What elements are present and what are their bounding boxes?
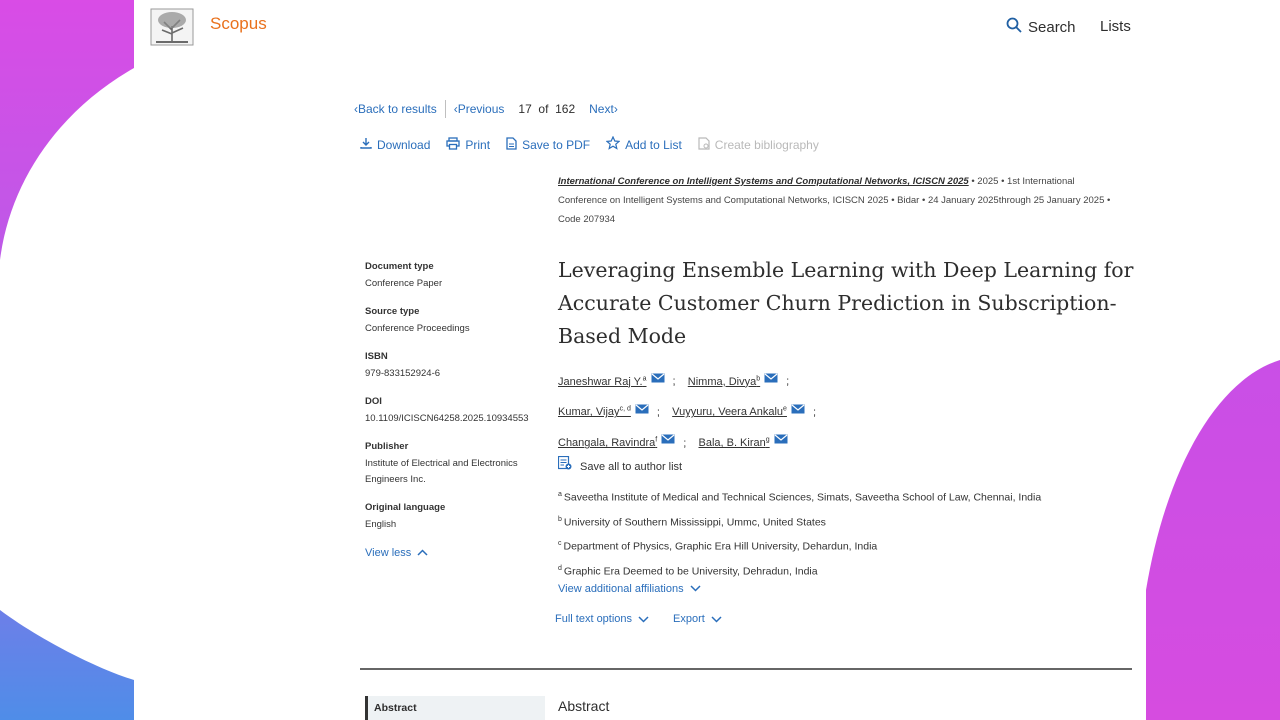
publisher-value: Institute of Electrical and Electronics Engineers Inc. [365, 458, 518, 485]
download-icon [360, 137, 372, 152]
star-icon [606, 136, 620, 153]
full-text-options-button[interactable]: Full text options [555, 613, 649, 625]
background-decoration-left [0, 0, 134, 720]
fulltext-export-bar [555, 613, 722, 625]
create-bibliography-button[interactable]: Create bibliography [698, 137, 819, 153]
envelope-icon[interactable] [635, 398, 649, 424]
result-counter: 17 of 162 [518, 102, 576, 116]
author-link[interactable]: Changala, Ravindra$^f$ [558, 436, 658, 450]
nav-search-link[interactable] [1006, 17, 1076, 37]
author-link[interactable]: Kumar, Vijay$^{c, d}$ [558, 405, 631, 419]
source-type-value: Conference Proceedings [365, 323, 470, 334]
add-to-list-button[interactable]: Add to List [606, 136, 682, 153]
section-divider [360, 668, 1132, 670]
affiliation-list [558, 484, 1138, 600]
affiliation-item: $^c$ Department of Physics, Graphic Era Hill University, Dehardun, India [558, 540, 878, 553]
author-link[interactable]: Vuyyuru, Veera Ankalu$^e$ [672, 405, 787, 419]
language-value: English [365, 519, 397, 530]
chevron-up-icon [417, 547, 428, 559]
search-icon [1006, 17, 1022, 37]
document-metadata [365, 261, 545, 559]
top-header [134, 0, 1146, 60]
search-label: Search [1028, 18, 1076, 36]
results-pager [354, 100, 618, 118]
author-row: Janeshwar Raj Y.$^a$ ; Nimma, Divya$^b$ ; [558, 366, 1138, 397]
envelope-icon[interactable] [791, 398, 805, 424]
envelope-icon[interactable] [661, 428, 675, 454]
author-link[interactable]: Janeshwar Raj Y.$^a$ [558, 375, 647, 388]
previous-link[interactable]: ‹Previous [453, 102, 505, 116]
source-details: • 2025 • 1st International Conference on Intelligent Systems and Computational Networks, ICISCN 2025 • Bidar • 24 January 2025through 25 January 2025 • Code 207934 [558, 176, 1111, 225]
view-less-button[interactable]: View less [365, 547, 545, 559]
author-row: Changala, Ravindra$^f$ ; Bala, B. Kiran$^g$ [558, 428, 1138, 459]
author-link[interactable]: Bala, B. Kiran$^g$ [698, 436, 770, 450]
language-label: Original language [365, 502, 446, 513]
chevron-down-icon [690, 578, 701, 600]
doc-type-value: Conference Paper [365, 278, 443, 289]
publisher-label: Publisher [365, 441, 409, 452]
export-button[interactable]: Export [673, 613, 722, 625]
document-title: Leveraging Ensemble Learning with Deep Learning for Accurate Customer Churn Prediction in Subscription-Based Mode [558, 258, 1134, 348]
chevron-down-icon [638, 616, 649, 623]
back-to-results-link[interactable]: ‹Back to results [354, 102, 437, 116]
isbn-label: ISBN [365, 351, 388, 362]
nav-lists-link[interactable]: Lists [1100, 18, 1131, 35]
doi-label: DOI [365, 396, 382, 407]
next-link[interactable]: Next› [589, 102, 618, 116]
envelope-icon[interactable] [774, 428, 788, 454]
save-to-author-list-button[interactable]: Save all to author list [558, 454, 1138, 480]
chevron-down-icon [711, 616, 722, 623]
abstract-nav-item[interactable]: Abstract [365, 696, 545, 720]
document-toolbar [360, 136, 819, 153]
print-button[interactable]: Print [446, 137, 490, 153]
pager-divider [445, 100, 446, 118]
author-row: Kumar, Vijay$^{c, d}$ ; Vuyyuru, Veera Ankalu$^e$ ; [558, 397, 1138, 428]
isbn-value: 979-833152924-6 [365, 368, 441, 379]
affiliation-item: $^a$ Saveetha Institute of Medical and Technical Sciences, Simats, Saveetha School of Law, Chennai, India [558, 491, 1042, 504]
source-type-label: Source type [365, 306, 420, 317]
affiliation-item: $^b$ University of Southern Mississippi, Ummc, United States [558, 515, 826, 528]
scopus-brand[interactable]: Scopus [210, 14, 267, 33]
doc-type-label: Document type [365, 261, 434, 272]
conference-link[interactable]: International Conference on Intelligent Systems and Computational Networks, ICISCN 2025 [558, 176, 969, 187]
bibliography-icon [698, 137, 710, 153]
document-page [134, 0, 1146, 720]
affiliation-item: $^d$ Graphic Era Deemed to be University, Dehradun, India [558, 564, 818, 577]
printer-icon [446, 137, 460, 153]
save-list-icon [558, 454, 572, 480]
source-info [558, 172, 1118, 229]
abstract-heading: Abstract [558, 698, 610, 714]
pdf-icon [506, 137, 517, 153]
author-link[interactable]: Nimma, Divya$^b$ [687, 375, 761, 388]
envelope-icon[interactable] [651, 367, 665, 393]
elsevier-tree-logo-icon[interactable] [150, 8, 194, 46]
download-button[interactable]: Download [360, 137, 430, 152]
envelope-icon[interactable] [764, 367, 778, 393]
background-decoration-right [1146, 0, 1280, 720]
save-to-pdf-button[interactable]: Save to PDF [506, 137, 590, 153]
doi-value: 10.1109/ICISCN64258.2025.10934553 [365, 413, 529, 424]
author-list [558, 366, 1138, 480]
view-additional-affiliations-button[interactable]: View additional affiliations [558, 578, 1138, 600]
